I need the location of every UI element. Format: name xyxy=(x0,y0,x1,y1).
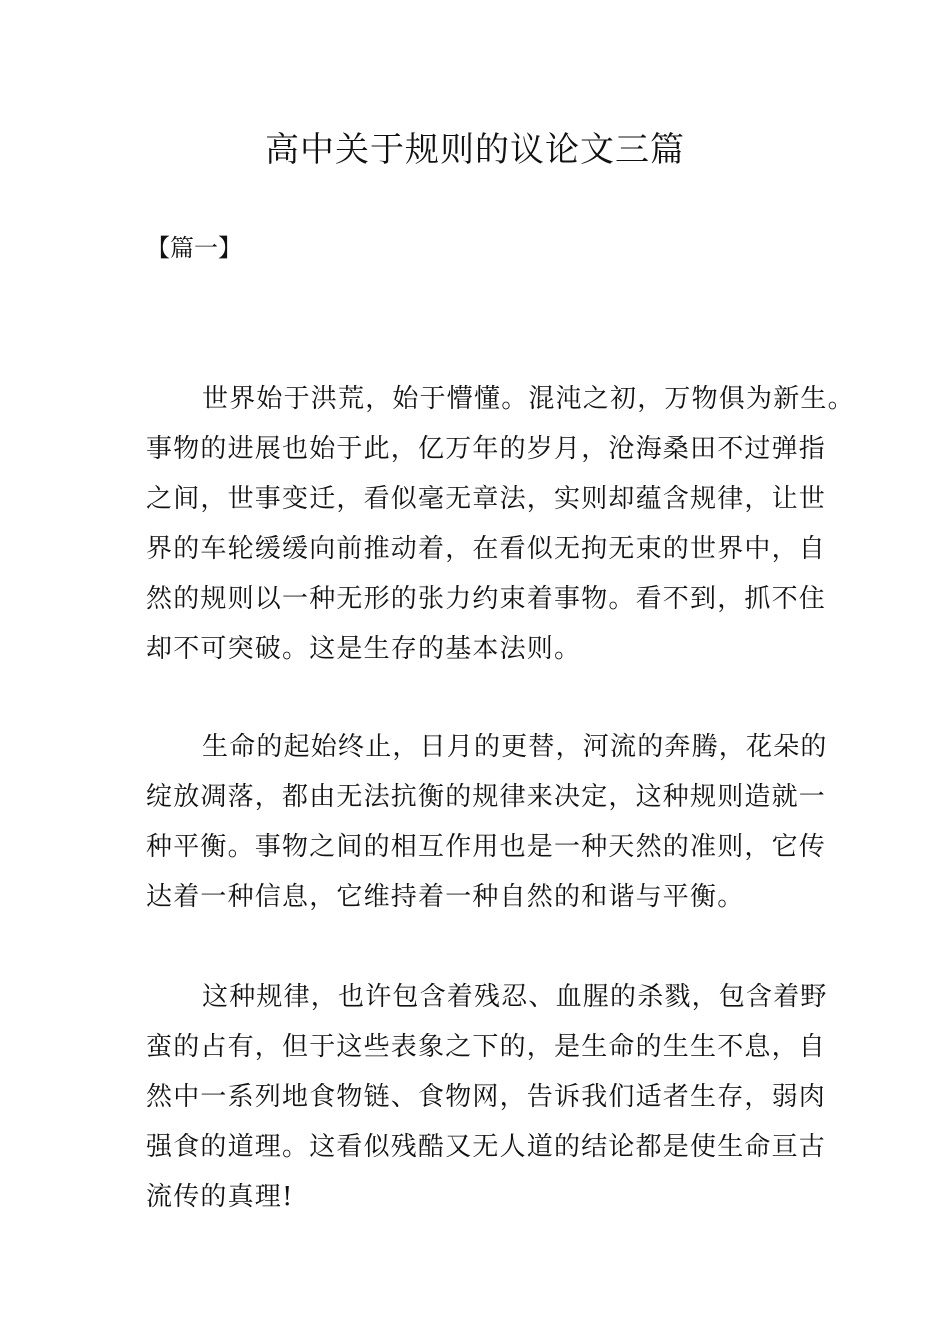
section-label: 【篇一】 xyxy=(146,234,242,262)
paragraph-line: 事物的进展也始于此，亿万年的岁月，沧海桑田不过弹指 xyxy=(146,434,827,464)
paragraph-line: 然的规则以一种无形的张力约束着事物。看不到，抓不住 xyxy=(146,584,827,614)
paragraph-3 xyxy=(146,972,828,1222)
paragraph-2 xyxy=(146,722,828,922)
paragraph-line: 绽放凋落，都由无法抗衡的规律来决定，这种规则造就一 xyxy=(146,782,827,812)
paragraph-line: 达着一种信息，它维持着一种自然的和谐与平衡。 xyxy=(146,882,745,912)
paragraph-line: 种平衡。事物之间的相互作用也是一种天然的准则，它传 xyxy=(146,832,827,862)
paragraph-line: 强食的道理。这看似残酷又无人道的结论都是使生命亘古 xyxy=(146,1132,827,1162)
paragraph-line: 然中一系列地食物链、食物网，告诉我们适者生存，弱肉 xyxy=(146,1082,827,1112)
paragraph-line: 却不可突破。这是生存的基本法则。 xyxy=(146,634,582,664)
document-title: 高中关于规则的议论文三篇 xyxy=(265,130,685,170)
paragraph-line: 世界始于洪荒，始于懵懂。混沌之初，万物俱为新生。 xyxy=(202,384,855,414)
paragraph-line: 之间，世事变迁，看似毫无章法，实则却蕴含规律，让世 xyxy=(146,484,827,514)
paragraph-line: 流传的真理! xyxy=(146,1182,294,1212)
paragraph-line: 蛮的占有，但于这些表象之下的，是生命的生生不息，自 xyxy=(146,1032,827,1062)
paragraph-line: 这种规律，也许包含着残忍、血腥的杀戮，包含着野 xyxy=(202,982,828,1012)
paragraph-line: 界的车轮缓缓向前推动着，在看似无拘无束的世界中，自 xyxy=(146,534,827,564)
paragraph-1 xyxy=(146,374,855,674)
paragraph-line: 生命的起始终止，日月的更替，河流的奔腾，花朵的 xyxy=(202,732,828,762)
